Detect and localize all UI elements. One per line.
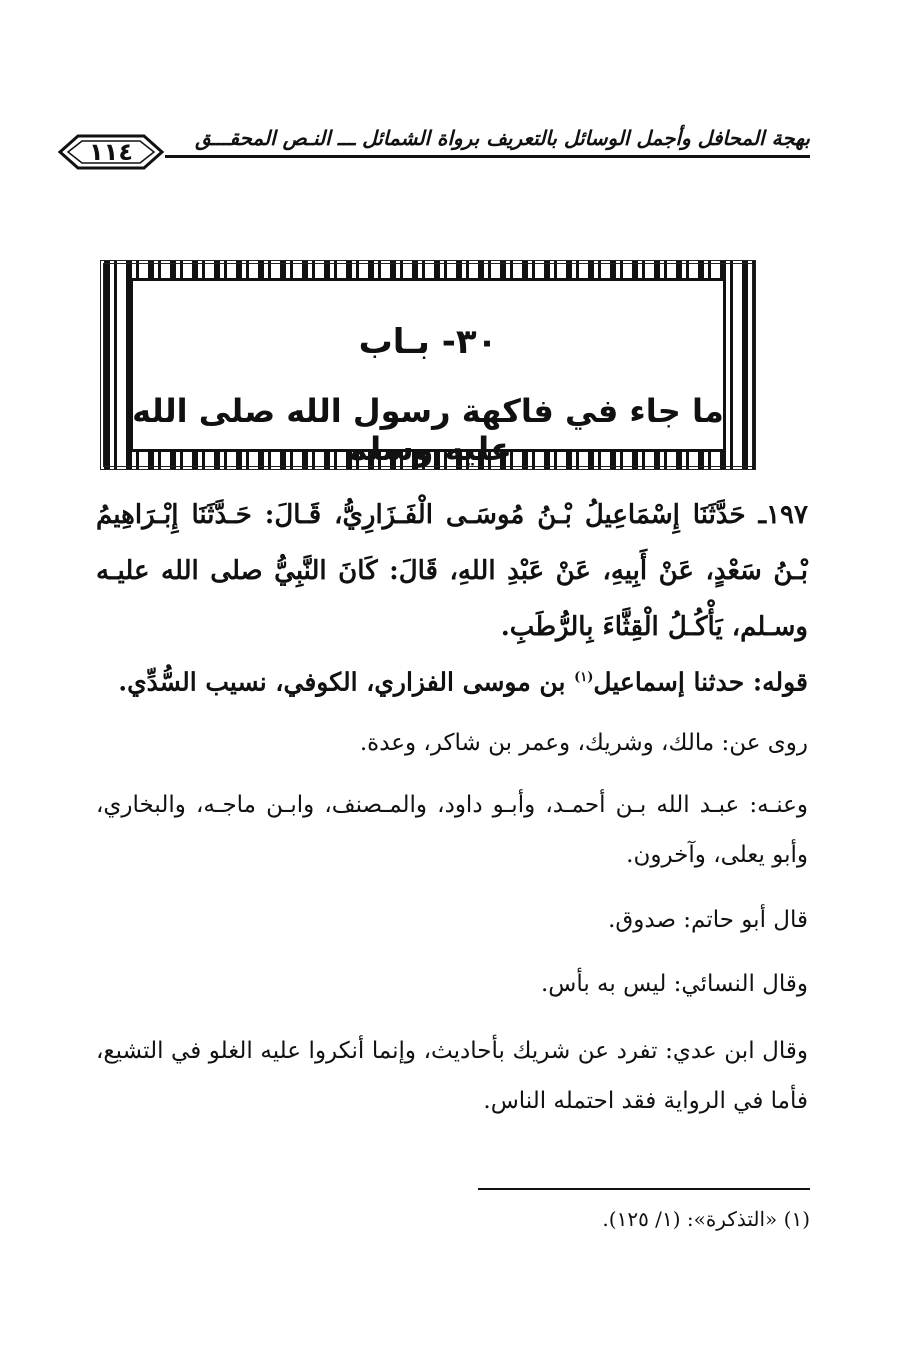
commentary-paragraph: وقال النسائي: ليس به بأس.: [540, 971, 808, 997]
commentary-paragraph: روى عن: مالك، وشريك، وعمر بن شاكر، وعدة.: [359, 730, 808, 756]
page-number: ١١٤: [89, 138, 133, 166]
footnote-text: (١) «التذكرة»: (١/ ١٢٥).: [602, 1207, 810, 1231]
commentary-paragraph: وقال ابن عدي: تفرد عن شريك بأحاديث، وإنما أنكروا عليه الغلو في التشيع، فأما في الرواية فقد احتمله الناس.: [96, 1038, 808, 1114]
footnote-separator: [478, 1188, 810, 1190]
commentary-heading-start: قوله: حدثنا إسماعيل: [593, 667, 808, 697]
commentary-heading-end: بن موسى الفزاري، الكوفي، نسيب السُّدِّي.: [118, 667, 575, 697]
commentary-paragraph: قال أبو حاتم: صدوق.: [608, 907, 808, 933]
commentary-paragraph: وعنـه: عبـد الله بـن أحمـد، وأبـو داود، والمـصنف، وابـن ماجـه، والبخاري، وأبو يعلى، وآخرون.: [96, 792, 808, 868]
commentary-heading: [96, 654, 808, 706]
running-header-title: بهجة المحافل وأجمل الوسائل بالتعريف برواة الشمائل ـــ النـص المحقـــق: [195, 126, 810, 150]
chapter-title: ما جاء في فاكهة رسول الله صلى الله عليه وسلم: [132, 392, 724, 468]
page-number-badge: [56, 132, 166, 172]
footnote-reference: (١): [574, 670, 594, 685]
chapter-heading-frame: [100, 260, 756, 470]
chapter-number: ٣٠- بـاب: [358, 322, 498, 362]
hadith-text: ١٩٧ـ حَدَّثَنَا إِسْمَاعِيلُ بْـنُ مُوسَـى الْفَـزَارِيُّ، قَـالَ: حَـدَّثَنَا إِبْـرَاهِيمُ بْـنُ سَعْدٍ، عَنْ أَبِيهِ، عَنْ عَبْدِ اللهِ، قَالَ: كَانَ النَّبِيُّ صلى الله عليـه وسـلم، يَأْكُـلُ الْقِثَّاءَ بِالرُّطَبِ.: [96, 500, 808, 642]
header-rule: [165, 155, 810, 158]
